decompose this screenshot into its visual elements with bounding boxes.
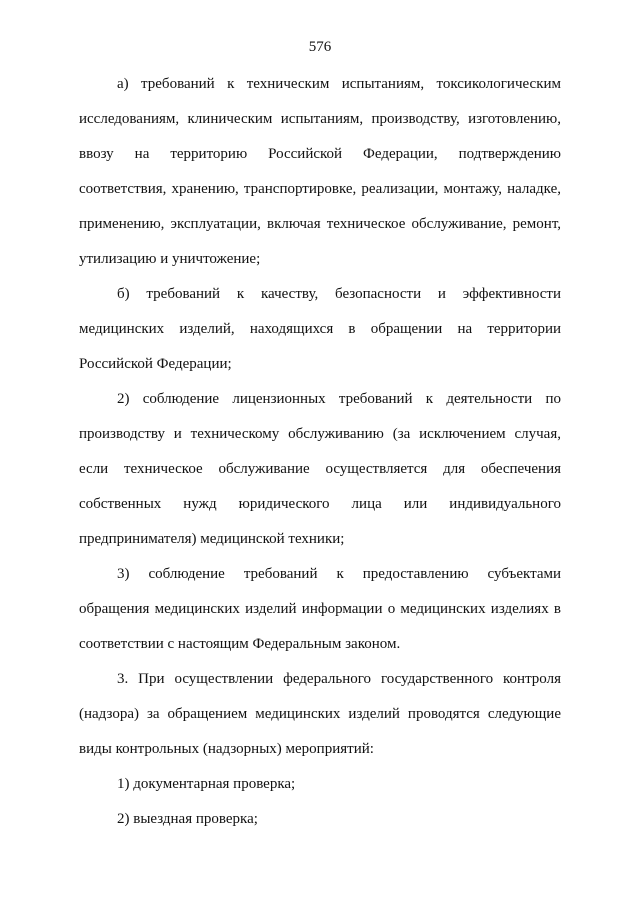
text-line: медицинских изделий, находящихся в обращении на территории (79, 321, 561, 337)
text-line: б) требований к качеству, безопасности и эффективности (117, 286, 561, 302)
paragraph-requirements-a (79, 67, 561, 277)
text-line: 3. При осуществлении федерального государственного контроля (117, 671, 561, 687)
text-line: соответствия, хранению, транспортировке, реализации, монтажу, наладке, (79, 181, 561, 197)
text-line: если техническое обслуживание осуществляется для обеспечения (79, 461, 561, 477)
page-number: 576 (308, 39, 332, 55)
text-line: собственных нужд юридического лица или индивидуального (79, 496, 561, 512)
paragraph-requirements-b (79, 277, 561, 382)
paragraph-licensing (79, 382, 561, 557)
text-line: соответствии с настоящим Федеральным законом. (79, 636, 401, 652)
text-line: производству и техническому обслуживанию (за исключением случая, (79, 426, 561, 442)
text-line: а) требований к техническим испытаниям, токсикологическим (117, 76, 561, 92)
text-line: виды контрольных (надзорных) мероприятий: (79, 741, 374, 757)
document-body (79, 67, 561, 837)
text-line: 2) соблюдение лицензионных требований к деятельности по (117, 391, 561, 407)
text-line: 2) выездная проверка; (117, 811, 258, 827)
text-line: применению, эксплуатации, включая техническое обслуживание, ремонт, (79, 216, 561, 232)
paragraph-control-measures (79, 662, 561, 767)
text-line: обращения медицинских изделий информации о медицинских изделиях в (79, 601, 561, 617)
text-line: ввозу на территорию Российской Федерации, подтверждению (79, 146, 561, 162)
list-item-document-check (79, 767, 561, 802)
text-line: утилизацию и уничтожение; (79, 251, 261, 267)
text-line: Российской Федерации; (79, 356, 232, 372)
text-line: 1) документарная проверка; (117, 776, 296, 792)
text-line: (надзора) за обращением медицинских изделий проводятся следующие (79, 706, 561, 722)
text-line: исследованиям, клиническим испытаниям, производству, изготовлению, (79, 111, 561, 127)
text-line: 3) соблюдение требований к предоставлению субъектами (117, 566, 561, 582)
text-line: предпринимателя) медицинской техники; (79, 531, 345, 547)
list-item-onsite-check (79, 802, 561, 837)
paragraph-information (79, 557, 561, 662)
